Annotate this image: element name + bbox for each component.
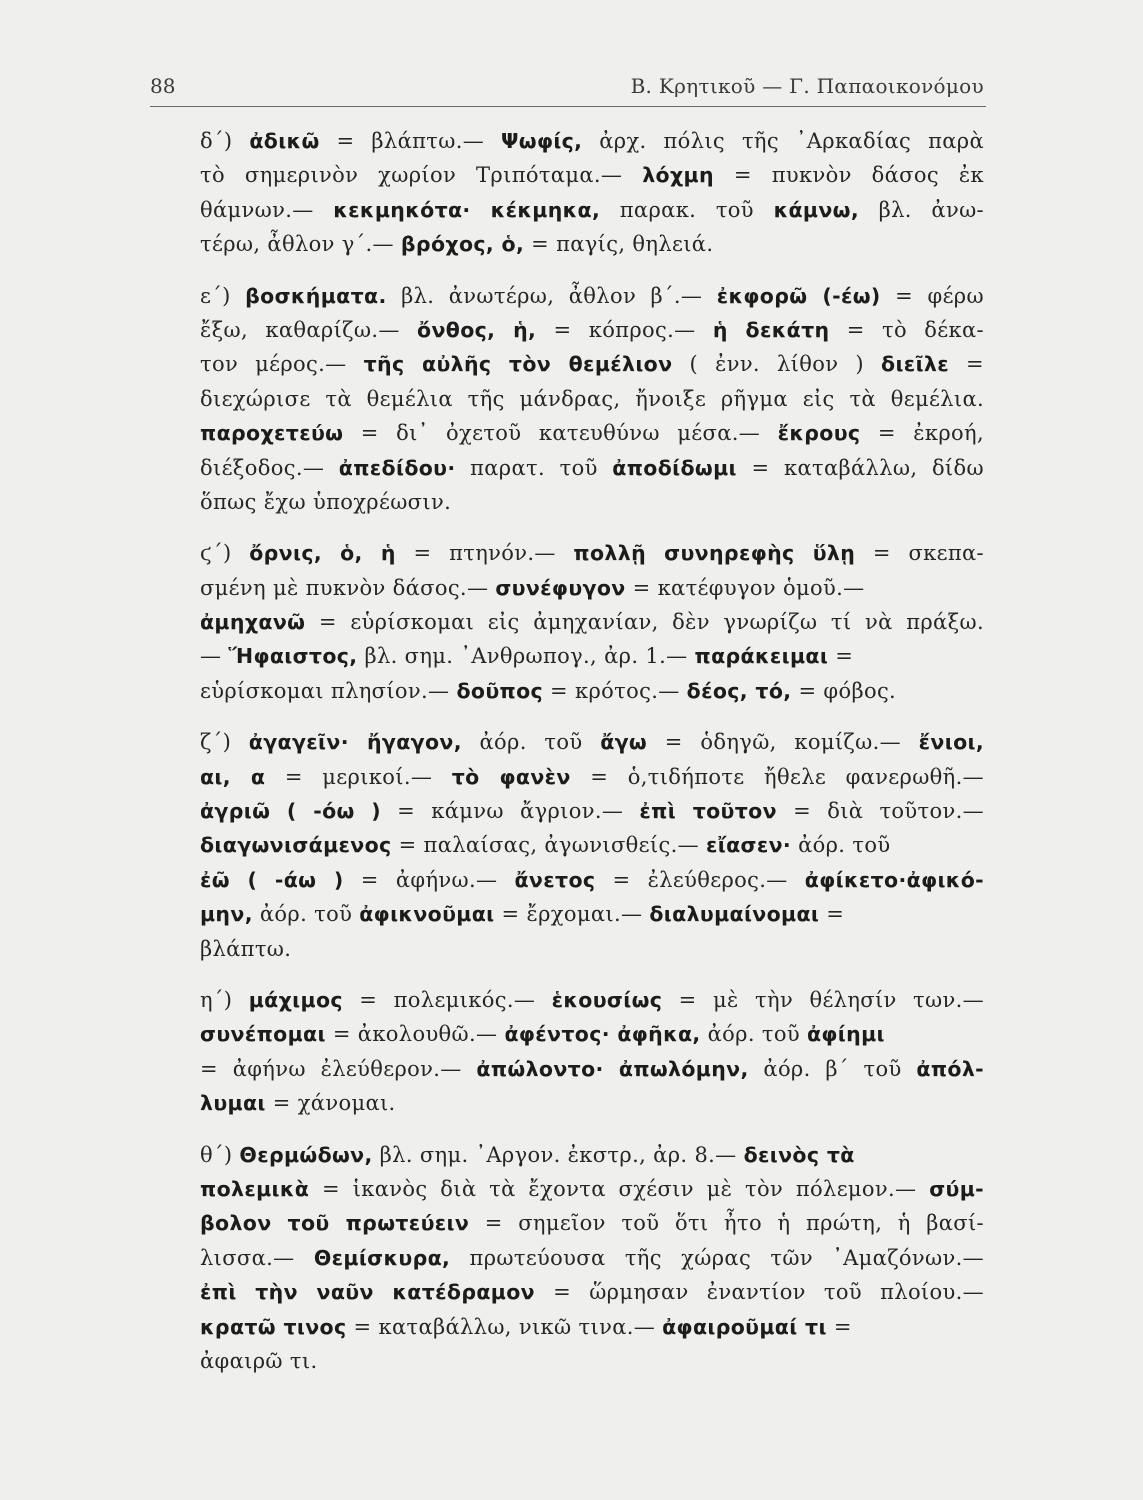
gloss-text: = δι᾽ ὀχετοῦ κατευθύνω μέσα.—	[343, 421, 778, 446]
gloss-text: ( ἐνν. λίθον )	[672, 352, 882, 377]
gloss-text: = ἐκροή,	[860, 421, 984, 446]
headword: ἐπὶ τοῦτον	[639, 799, 777, 824]
gloss-text: —	[200, 644, 229, 669]
headword: ἄγω	[600, 730, 648, 755]
headword: πολεμικὰ	[200, 1176, 310, 1201]
headword: κάμνω,	[773, 197, 859, 222]
gloss-text: ἀόρ. τοῦ	[252, 902, 360, 927]
text-line	[200, 674, 984, 708]
headword: ἡ δεκάτη	[712, 317, 830, 342]
gloss-text: = τὸ δέκα-	[829, 317, 984, 342]
gloss-text: = ἱκανὸς διὰ τὰ ἔχοντα σχέσιν μὲ τὸν πόλεμον.—	[309, 1176, 930, 1201]
gloss-text: = καταβάλλω, δίδω	[736, 455, 984, 480]
text-line	[200, 347, 984, 381]
headword: ἄνετος	[514, 867, 596, 892]
glossary-paragraph	[200, 124, 984, 262]
gloss-text: = κάμνω ἄγριον.—	[381, 799, 640, 824]
headword: λυμαι	[200, 1091, 266, 1116]
gloss-text: = ὥρμησαν ἐναντίον τοῦ πλοίου.—	[535, 1280, 985, 1305]
headword: παροχετεύω	[200, 421, 344, 446]
text-line	[200, 983, 984, 1017]
text-line	[200, 485, 984, 519]
headword: συνέφυγον	[495, 575, 626, 600]
glossary-paragraph	[200, 1138, 984, 1379]
text-line	[200, 794, 984, 828]
headword: ὄνθος, ἡ,	[417, 317, 537, 342]
text-line	[200, 1086, 984, 1120]
text-line	[200, 382, 984, 416]
headword: τὸ φανὲν	[451, 764, 571, 789]
gloss-text: τὸ σημερινὸν χωρίον Τριπόταμα.—	[200, 163, 643, 188]
gloss-text: ὅπως ἔχω ὑποχρέωσιν.	[200, 489, 452, 514]
gloss-text: = χάνομαι.	[265, 1091, 396, 1116]
text-line	[200, 760, 984, 794]
gloss-text: ϛ΄)	[200, 541, 250, 566]
text-line	[200, 193, 984, 227]
text-line	[200, 571, 984, 605]
headword: παράκειμαι	[694, 644, 829, 669]
headword: ἀφέντος· ἀφῆκα,	[504, 1022, 701, 1047]
text-line	[200, 158, 984, 192]
gloss-text: ἔξω, καθαρίζω.—	[200, 317, 418, 342]
headword: ἀφαιροῦμαί τι	[662, 1314, 827, 1339]
gloss-text: διέξοδος.—	[200, 455, 339, 480]
gloss-text: = πτηνόν.—	[395, 541, 574, 566]
text-line	[200, 725, 984, 759]
glossary-paragraph	[200, 536, 984, 708]
gloss-text: διεχώρισε τὰ θεμέλια τῆς μάνδρας, ἤνοιξε ρῆγμα εἰς τὰ θεμέλια.	[200, 386, 984, 411]
headword: διεῖλε	[881, 352, 949, 377]
headword: ἀφικνοῦμαι	[359, 902, 495, 927]
gloss-text: = μερικοί.—	[265, 764, 452, 789]
gloss-text: βλ. σημ. ᾽Ανθρωπογ., ἀρ. 1.—	[357, 644, 695, 669]
gloss-text: θ΄)	[200, 1142, 240, 1167]
headword: συνέπομαι	[200, 1022, 326, 1047]
text-line	[200, 828, 984, 862]
gloss-text: = φέρω	[880, 283, 984, 308]
text-line	[200, 1206, 984, 1240]
glossary-paragraph	[200, 279, 984, 520]
headword: πολλῇ συνηρεφὴς ὕλῃ	[573, 541, 856, 566]
gloss-text: = καταβάλλω, νικῶ τινα.—	[346, 1314, 663, 1339]
gloss-text: = ἀφήνω ἐλεύθερον.—	[200, 1056, 477, 1081]
gloss-text: = μὲ τὴν θέλησίν των.—	[662, 987, 984, 1012]
text-line	[200, 932, 984, 966]
gloss-text: βλ. σημ. ᾽Αργον. ἐκστρ., ἀρ. 8.—	[372, 1142, 744, 1167]
gloss-text: δ΄)	[200, 129, 250, 153]
text-line	[200, 1017, 984, 1051]
headword: ἀπόλ-	[916, 1056, 985, 1081]
headword: διαγωνισάμενος	[200, 833, 392, 858]
gloss-text: = βλάπτω.—	[319, 129, 502, 153]
headword: λόχμη	[642, 163, 714, 188]
headword: ἀδικῶ	[249, 129, 320, 153]
gloss-text: =	[828, 644, 854, 669]
text-line	[200, 451, 984, 485]
headword: ἀγαγεῖν· ἤγαγον,	[248, 730, 462, 755]
headword: ἐκφορῶ (-έω)	[716, 283, 881, 308]
gloss-text: βλ. ἀνω-	[858, 197, 984, 222]
gloss-text: πρωτεύουσα τῆς χώρας τῶν ᾽Αμαζόνων.—	[450, 1245, 984, 1270]
text-line	[200, 1344, 984, 1378]
gloss-text: ἀόρ. τοῦ	[791, 833, 891, 858]
page-header	[150, 70, 986, 107]
headword: ἑκουσίως	[551, 987, 663, 1012]
text-line	[200, 1241, 984, 1275]
gloss-text: = σκεπα-	[855, 541, 984, 566]
text-line	[200, 1138, 984, 1172]
gloss-text: σμένη μὲ πυκνὸν δάσος.—	[200, 575, 496, 600]
headword: ἀπεδίδου·	[338, 455, 456, 480]
headword: τῆς αὐλῆς τὸν θεμέλιον	[363, 352, 673, 377]
headword: κεκμηκότα· κέκμηκα,	[333, 197, 601, 222]
headword: μάχιμος	[248, 987, 343, 1012]
glossary-paragraph	[200, 725, 984, 966]
headword: ἀφίημι	[806, 1022, 885, 1047]
gloss-text: =	[826, 1314, 852, 1339]
headword: σύμ-	[929, 1176, 984, 1201]
headword: Ψωφίς,	[501, 129, 583, 153]
gloss-text: ἀφαιρῶ τι.	[200, 1348, 318, 1373]
headword: κρατῶ τινος	[200, 1314, 347, 1339]
headword: δοῦπος	[456, 678, 544, 703]
gloss-text: θάμνων.—	[200, 197, 334, 222]
gloss-text: λισσα.—	[200, 1245, 314, 1270]
text-line	[200, 639, 984, 673]
headword: ἀγριῶ ( -όω )	[200, 799, 382, 824]
headword: δέος, τό,	[686, 678, 792, 703]
gloss-text: = παλαίσας, ἀγωνισθείς.—	[391, 833, 706, 858]
text-line	[200, 1052, 984, 1086]
gloss-text: βλάπτω.	[200, 936, 292, 961]
headword: δεινὸς τὰ	[743, 1142, 855, 1167]
headword: ἔκρους	[777, 421, 861, 446]
gloss-text: = φόβος.	[791, 678, 897, 703]
running-head: Β. Κρητικοῦ — Γ. Παπαοικονόμου	[630, 74, 984, 98]
gloss-text: παρακ. τοῦ	[600, 197, 774, 222]
headword: βοσκήματα.	[245, 283, 387, 308]
text-line	[200, 1275, 984, 1309]
headword: αι, α	[200, 764, 266, 789]
headword: ἀμηχανῶ	[200, 610, 306, 635]
gloss-text: ἀόρ. τοῦ	[700, 1022, 807, 1047]
headword: ἀποδίδωμι	[612, 455, 737, 480]
text-line	[200, 313, 984, 347]
gloss-text: =	[949, 352, 985, 377]
gloss-text: ἀρχ. πόλις τῆς ᾽Αρκαδίας παρὰ	[582, 129, 985, 153]
headword: διαλυμαίνομαι	[649, 902, 820, 927]
headword: Ἥφαιστος,	[228, 644, 358, 669]
headword: Θεμίσκυρα,	[313, 1245, 451, 1270]
headword: βρόχος, ὁ,	[400, 232, 525, 257]
text-line	[200, 1172, 984, 1206]
gloss-text: = πολεμικός.—	[342, 987, 552, 1012]
headword: βολον τοῦ πρωτεύειν	[200, 1211, 470, 1236]
headword: Θερμώδων,	[239, 1142, 373, 1167]
headword: μην,	[200, 902, 253, 927]
glossary-text	[200, 124, 984, 1395]
headword: ἐῶ ( -άω )	[200, 867, 344, 892]
gloss-text: παρατ. τοῦ	[455, 455, 613, 480]
gloss-text: = ὁδηγῶ, κομίζω.—	[647, 730, 919, 755]
headword: εἴασεν·	[706, 833, 792, 858]
page-number: 88	[150, 74, 176, 98]
text-line	[200, 536, 984, 570]
text-line	[200, 124, 984, 158]
headword: ἔνιοι,	[918, 730, 984, 755]
headword: ὄρνις, ὁ, ἡ	[249, 541, 396, 566]
gloss-text: ζ΄)	[200, 730, 249, 755]
gloss-text: βλ. ἀνωτέρω, ἆθλον β΄.—	[386, 283, 717, 308]
gloss-text: = ὁ,τιδήποτε ἤθελε φανερωθῆ.—	[570, 764, 984, 789]
gloss-text: η΄)	[200, 987, 249, 1012]
gloss-text: = πυκνὸν δάσος ἐκ	[713, 163, 984, 188]
gloss-text: = ἀκολουθῶ.—	[325, 1022, 505, 1047]
headword: ἀφίκετο·ἀφικό-	[804, 867, 984, 892]
gloss-text: = διὰ τοῦτον.—	[776, 799, 984, 824]
gloss-text: ε΄)	[200, 283, 246, 308]
text-line	[200, 279, 984, 313]
gloss-text: =	[819, 902, 845, 927]
gloss-text: τον μέρος.—	[200, 352, 364, 377]
text-line	[200, 897, 984, 931]
text-line	[200, 416, 984, 450]
gloss-text: ἀόρ. τοῦ	[461, 730, 601, 755]
text-line	[200, 863, 984, 897]
gloss-text: = ἐλεύθερος.—	[595, 867, 805, 892]
gloss-text: = κρότος.—	[543, 678, 687, 703]
gloss-text: = ἔρχομαι.—	[494, 902, 650, 927]
gloss-text: ἀόρ. β΄ τοῦ	[748, 1056, 917, 1081]
gloss-text: = εὑρίσκομαι εἰς ἀμηχανίαν, δὲν γνωρίζω τί νὰ πράξω.	[305, 610, 984, 635]
gloss-text: εὑρίσκομαι πλησίον.—	[200, 678, 457, 703]
gloss-text: = παγίς, θηλειά.	[524, 232, 714, 257]
headword: ἀπώλοντο· ἀπωλόμην,	[476, 1056, 749, 1081]
headword: ἐπὶ τὴν ναῦν κατέδραμον	[200, 1280, 535, 1305]
gloss-text: = ἀφήνω.—	[343, 867, 515, 892]
gloss-text: = σημεῖον τοῦ ὅτι ἦτο ἡ πρώτη, ἡ βασί-	[469, 1211, 984, 1236]
glossary-paragraph	[200, 983, 984, 1121]
gloss-text: = κόπρος.—	[536, 317, 713, 342]
text-line	[200, 605, 984, 639]
gloss-text: τέρω, ἆθλον γ΄.—	[200, 232, 401, 257]
text-line	[200, 1310, 984, 1344]
gloss-text: = κατέφυγον ὁμοῦ.—	[625, 575, 865, 600]
text-line	[200, 227, 984, 261]
